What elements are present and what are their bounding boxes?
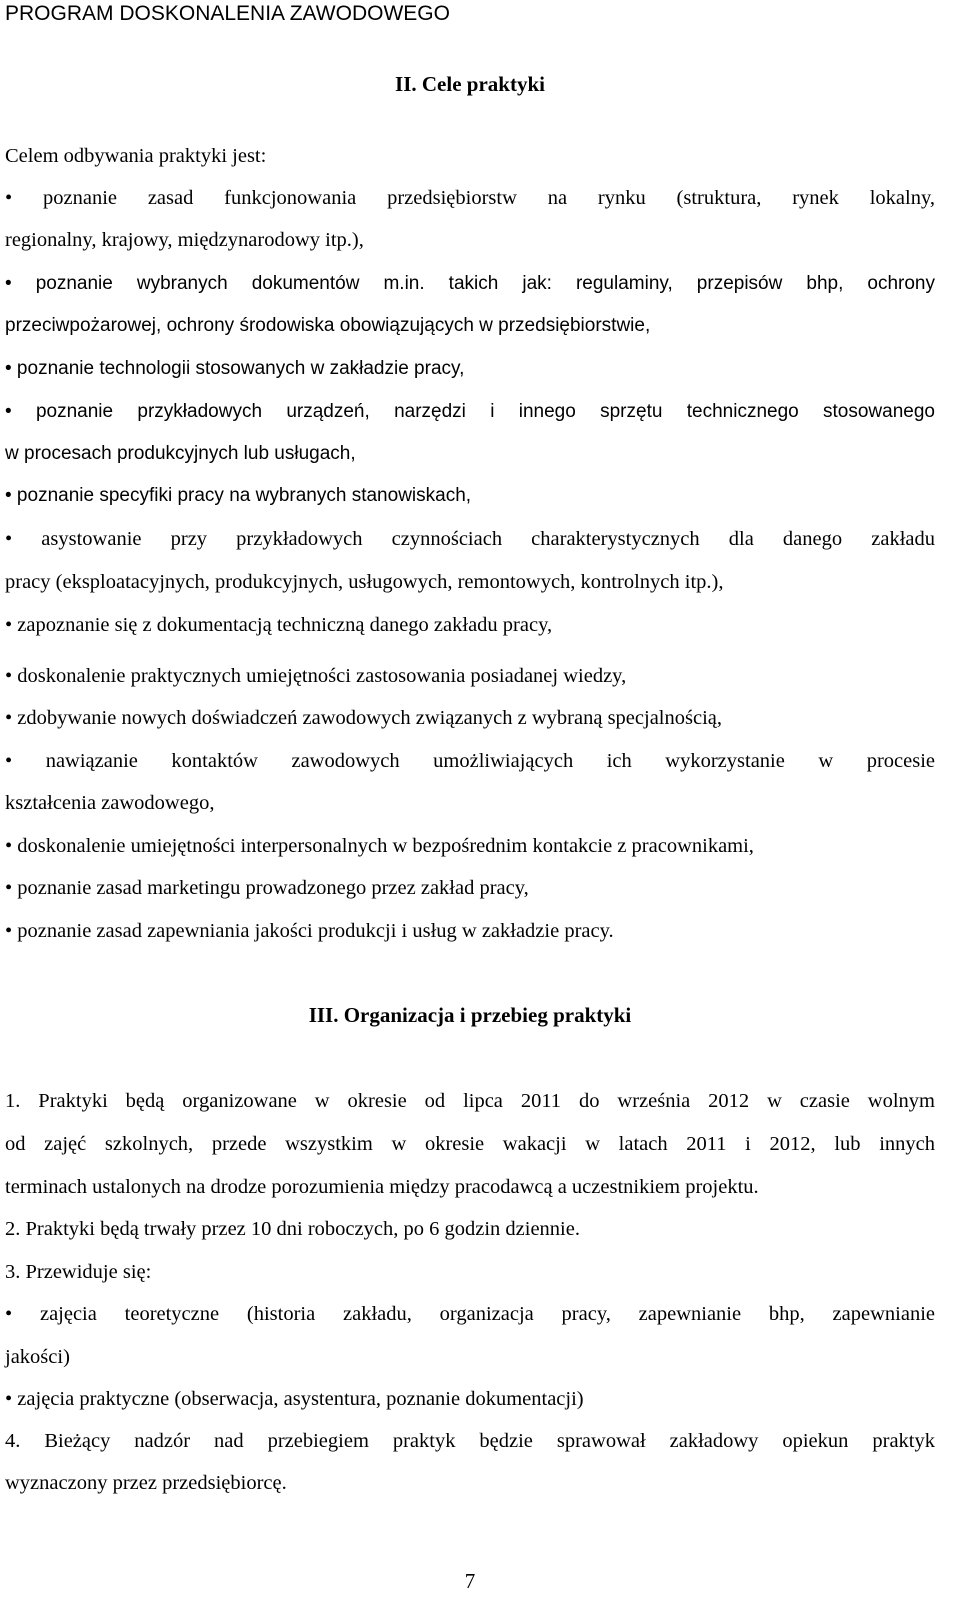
goal-item-line: • doskonalenie umiejętności interpersonalnych w bezpośrednim kontakcie z pracownikami,: [5, 835, 754, 857]
goal-item-line: • poznanie zasad funkcjonowania przedsiębiorstw na rynku (struktura, rynek lokalny,: [5, 187, 935, 209]
goal-item-line: regionalny, krajowy, międzynarodowy itp.),: [5, 229, 364, 251]
planned-item-line: • zajęcia praktyczne (obserwacja, asystentura, poznanie dokumentacji): [5, 1388, 584, 1410]
organization-paragraph-line: 4. Bieżący nadzór nad przebiegiem praktyk będzie sprawował zakładowy opiekun praktyk: [5, 1430, 935, 1452]
goal-item-line: • poznanie technologii stosowanych w zakładzie pracy,: [5, 358, 465, 379]
goal-item-line: w procesach produkcyjnych lub usługach,: [5, 443, 356, 464]
goal-item-line: przeciwpożarowej, ochrony środowiska obowiązujących w przedsiębiorstwie,: [5, 315, 651, 336]
goal-item-line: pracy (eksploatacyjnych, produkcyjnych, usługowych, remontowych, kontrolnych itp.),: [5, 571, 724, 593]
organization-paragraph-line: wyznaczony przez przedsiębiorcę.: [5, 1472, 287, 1494]
goal-item-line: • poznanie zasad zapewniania jakości produkcji i usług w zakładzie pracy.: [5, 920, 614, 942]
page-number: 7: [464, 1569, 476, 1593]
goal-item-line: • zapoznanie się z dokumentacją techniczną danego zakładu pracy,: [5, 614, 553, 636]
goal-item-line: • poznanie zasad marketingu prowadzonego przez zakład pracy,: [5, 877, 529, 899]
goal-item-line: • poznanie specyfiki pracy na wybranych stanowiskach,: [5, 485, 472, 506]
goal-item-line: • poznanie wybranych dokumentów m.in. takich jak: regulaminy, przepisów bhp, ochrony: [5, 273, 935, 294]
organization-paragraph-line: 2. Praktyki będą trwały przez 10 dni roboczych, po 6 godzin dziennie.: [5, 1218, 580, 1240]
goals-intro: Celem odbywania praktyki jest:: [5, 145, 267, 167]
planned-item-line: jakości): [5, 1346, 70, 1368]
organization-paragraph-line: od zajęć szkolnych, przede wszystkim w okresie wakacji w latach 2011 i 2012, lub innych: [5, 1133, 935, 1155]
goal-item-line: • zdobywanie nowych doświadczeń zawodowych związanych z wybraną specjalnością,: [5, 707, 722, 729]
organization-paragraph-line: terminach ustalonych na drodze porozumienia między pracodawcą a uczestnikiem projektu.: [5, 1176, 759, 1198]
goal-item-line: • asystowanie przy przykładowych czynnościach charakterystycznych dla danego zakładu: [5, 528, 935, 550]
organization-paragraph-line: 3. Przewiduje się:: [5, 1261, 152, 1283]
goal-item-line: kształcenia zawodowego,: [5, 792, 215, 814]
goal-item-line: • poznanie przykładowych urządzeń, narzędzi i innego sprzętu technicznego stosowanego: [5, 401, 935, 422]
organization-paragraph-line: 1. Praktyki będą organizowane w okresie od lipca 2011 do września 2012 w czasie wolnym: [5, 1090, 935, 1112]
goal-item-line: • doskonalenie praktycznych umiejętności zastosowania posiadanej wiedzy,: [5, 665, 627, 687]
section-heading-goals: II. Cele praktyki: [395, 72, 545, 96]
section-heading-organization: III. Organizacja i przebieg praktyki: [308, 1003, 632, 1027]
goal-item-line: • nawiązanie kontaktów zawodowych umożliwiających ich wykorzystanie w procesie: [5, 750, 935, 772]
planned-item-line: • zajęcia teoretyczne (historia zakładu, organizacja pracy, zapewnianie bhp, zapewnianie: [5, 1303, 935, 1325]
document-header: PROGRAM DOSKONALENIA ZAWODOWEGO: [5, 2, 450, 25]
